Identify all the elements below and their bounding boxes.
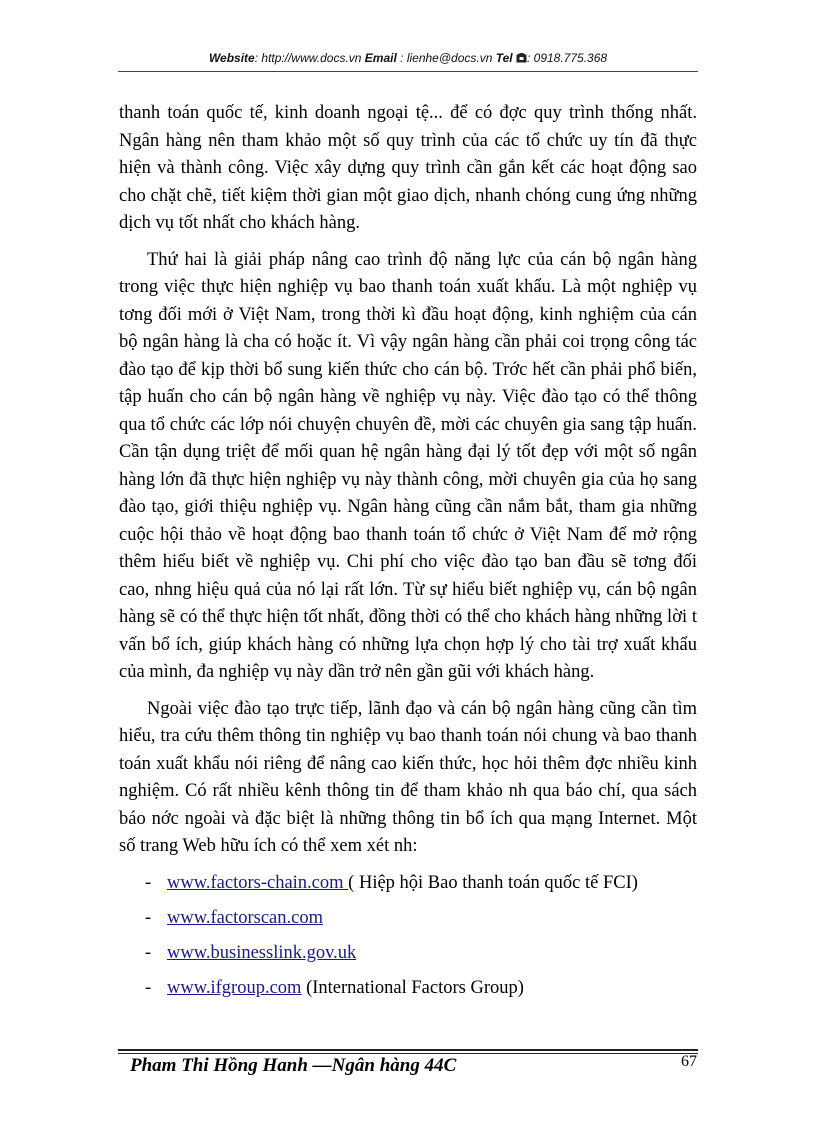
paragraph-training: Thứ hai là giải pháp nâng cao trình độ năng lực của cán bộ ngân hàng trong việc thực hiện nghiệp vụ bao thanh toán xuất khẩu. Là một nghiệp vụ tơng đối mới ở Việt Nam, trong thời kì đầu hoạt động, kinh nghiệm của cán bộ ngân hàng là cha có hoặc ít. Vì vậy ngân hàng cần phải coi trọng công tác đào tạo để kịp thời bổ sung kiến thức cho cán bộ. Trớc hết cần phải phổ biến, tập huấn cho cán bộ ngân hàng về nghiệp vụ này. Việc đào tạo có thể thông qua tổ chức các lớp nói chuyện chuyên đề, mời các chuyên gia sang tập huấn. Cần tận dụng triệt để mối quan hệ ngân hàng đại lý tốt đẹp với một số ngân hàng lớn đã thực hiện nghiệp vụ này thành công, mời chuyên gia của họ sang đào tạo, giới thiệu nghiệp vụ. Ngân hàng cũng cần nắm bắt, tham gia những cuộc hội thảo về hoạt động bao thanh toán tổ chức ở Việt Nam để mở rộng thêm hiểu biết về nghiệp vụ. Chi phí cho việc đào tạo ban đầu sẽ tơng đối cao, nhng hiệu quả của nó lại rất lớn. Từ sự hiểu biết nghiệp vụ, cán bộ ngân hàng sẽ có thể thực hiện tốt nhất, đồng thời có thể cho khách hàng những lời t vấn bổ ích, giúp khách hàng có những lựa chọn hợp lý cho tài trợ xuất khẩu của mình, đa nghiệp vụ này dần trở nên gần gũi với khách hàng. xyxy=(119,249,697,682)
list-bullet: - xyxy=(145,977,152,998)
phone-icon xyxy=(516,53,527,63)
list-item xyxy=(119,975,697,1002)
paragraph-research: Ngoài việc đào tạo trực tiếp, lãnh đạo và cán bộ ngân hàng cũng cần tìm hiểu, tra cứu thêm thông tin nghiệp vụ bao thanh toán nói chung và bao thanh toán xuất khẩu nói riêng để nâng cao kiến thức, học hỏi thêm đợc nhiều kinh nghiệm. Có rất nhiều kênh thông tin để tham khảo nh qua báo chí, qua sách báo nớc ngoài và đặc biệt là những thông tin bổ ích qua mạng Internet. Một số trang Web hữu ích có thể xem xét nh: xyxy=(119,698,697,856)
tel-label: Tel xyxy=(495,51,513,65)
website-label: Website xyxy=(208,51,255,65)
link-factors-chain[interactable]: www.factors-chain.com xyxy=(167,872,349,893)
footer-divider-thick xyxy=(118,1049,698,1051)
link-ifgroup[interactable]: www.ifgroup.com xyxy=(167,977,302,998)
footer-divider-thin xyxy=(118,1053,698,1054)
list-bullet: - xyxy=(145,942,152,963)
page-header xyxy=(0,51,816,65)
list-item xyxy=(119,905,697,932)
website-value: : http://www.docs.vn xyxy=(254,51,362,65)
header-divider xyxy=(118,71,698,72)
link-note: ( Hiệp hội Bao thanh toán quốc tế FCI) xyxy=(348,872,638,893)
email-label: Email xyxy=(364,51,397,65)
email-value: : lienhe@docs.vn xyxy=(400,51,493,65)
page-number: 67 xyxy=(681,1053,697,1070)
document-body xyxy=(119,100,697,1010)
list-item xyxy=(119,870,697,897)
paragraph-continuation: thanh toán quốc tế, kinh doanh ngoại tệ... để có đợc quy trình thống nhất. Ngân hàng nên tham khảo một số quy trình của các tổ chức uy tín đã thực hiện và thành công. Việc xây dựng quy trình cần gắn kết các hoạt động sao cho chặt chẽ, tiết kiệm thời gian một giao dịch, nhanh chóng cung ứng những dịch vụ tốt nhất cho khách hàng. xyxy=(119,103,697,233)
website-list xyxy=(119,870,697,1002)
list-bullet: - xyxy=(145,907,152,928)
list-bullet: - xyxy=(145,872,152,893)
link-businesslink[interactable]: www.businesslink.gov.uk xyxy=(167,942,357,963)
list-item xyxy=(119,940,697,967)
tel-value: : 0918.775.368 xyxy=(526,51,608,65)
footer-author: Pham Thi Hồng Hanh —Ngân hàng 44C xyxy=(130,1055,457,1076)
link-factorscan[interactable]: www.factorscan.com xyxy=(167,907,323,928)
link-note: (International Factors Group) xyxy=(301,977,524,998)
